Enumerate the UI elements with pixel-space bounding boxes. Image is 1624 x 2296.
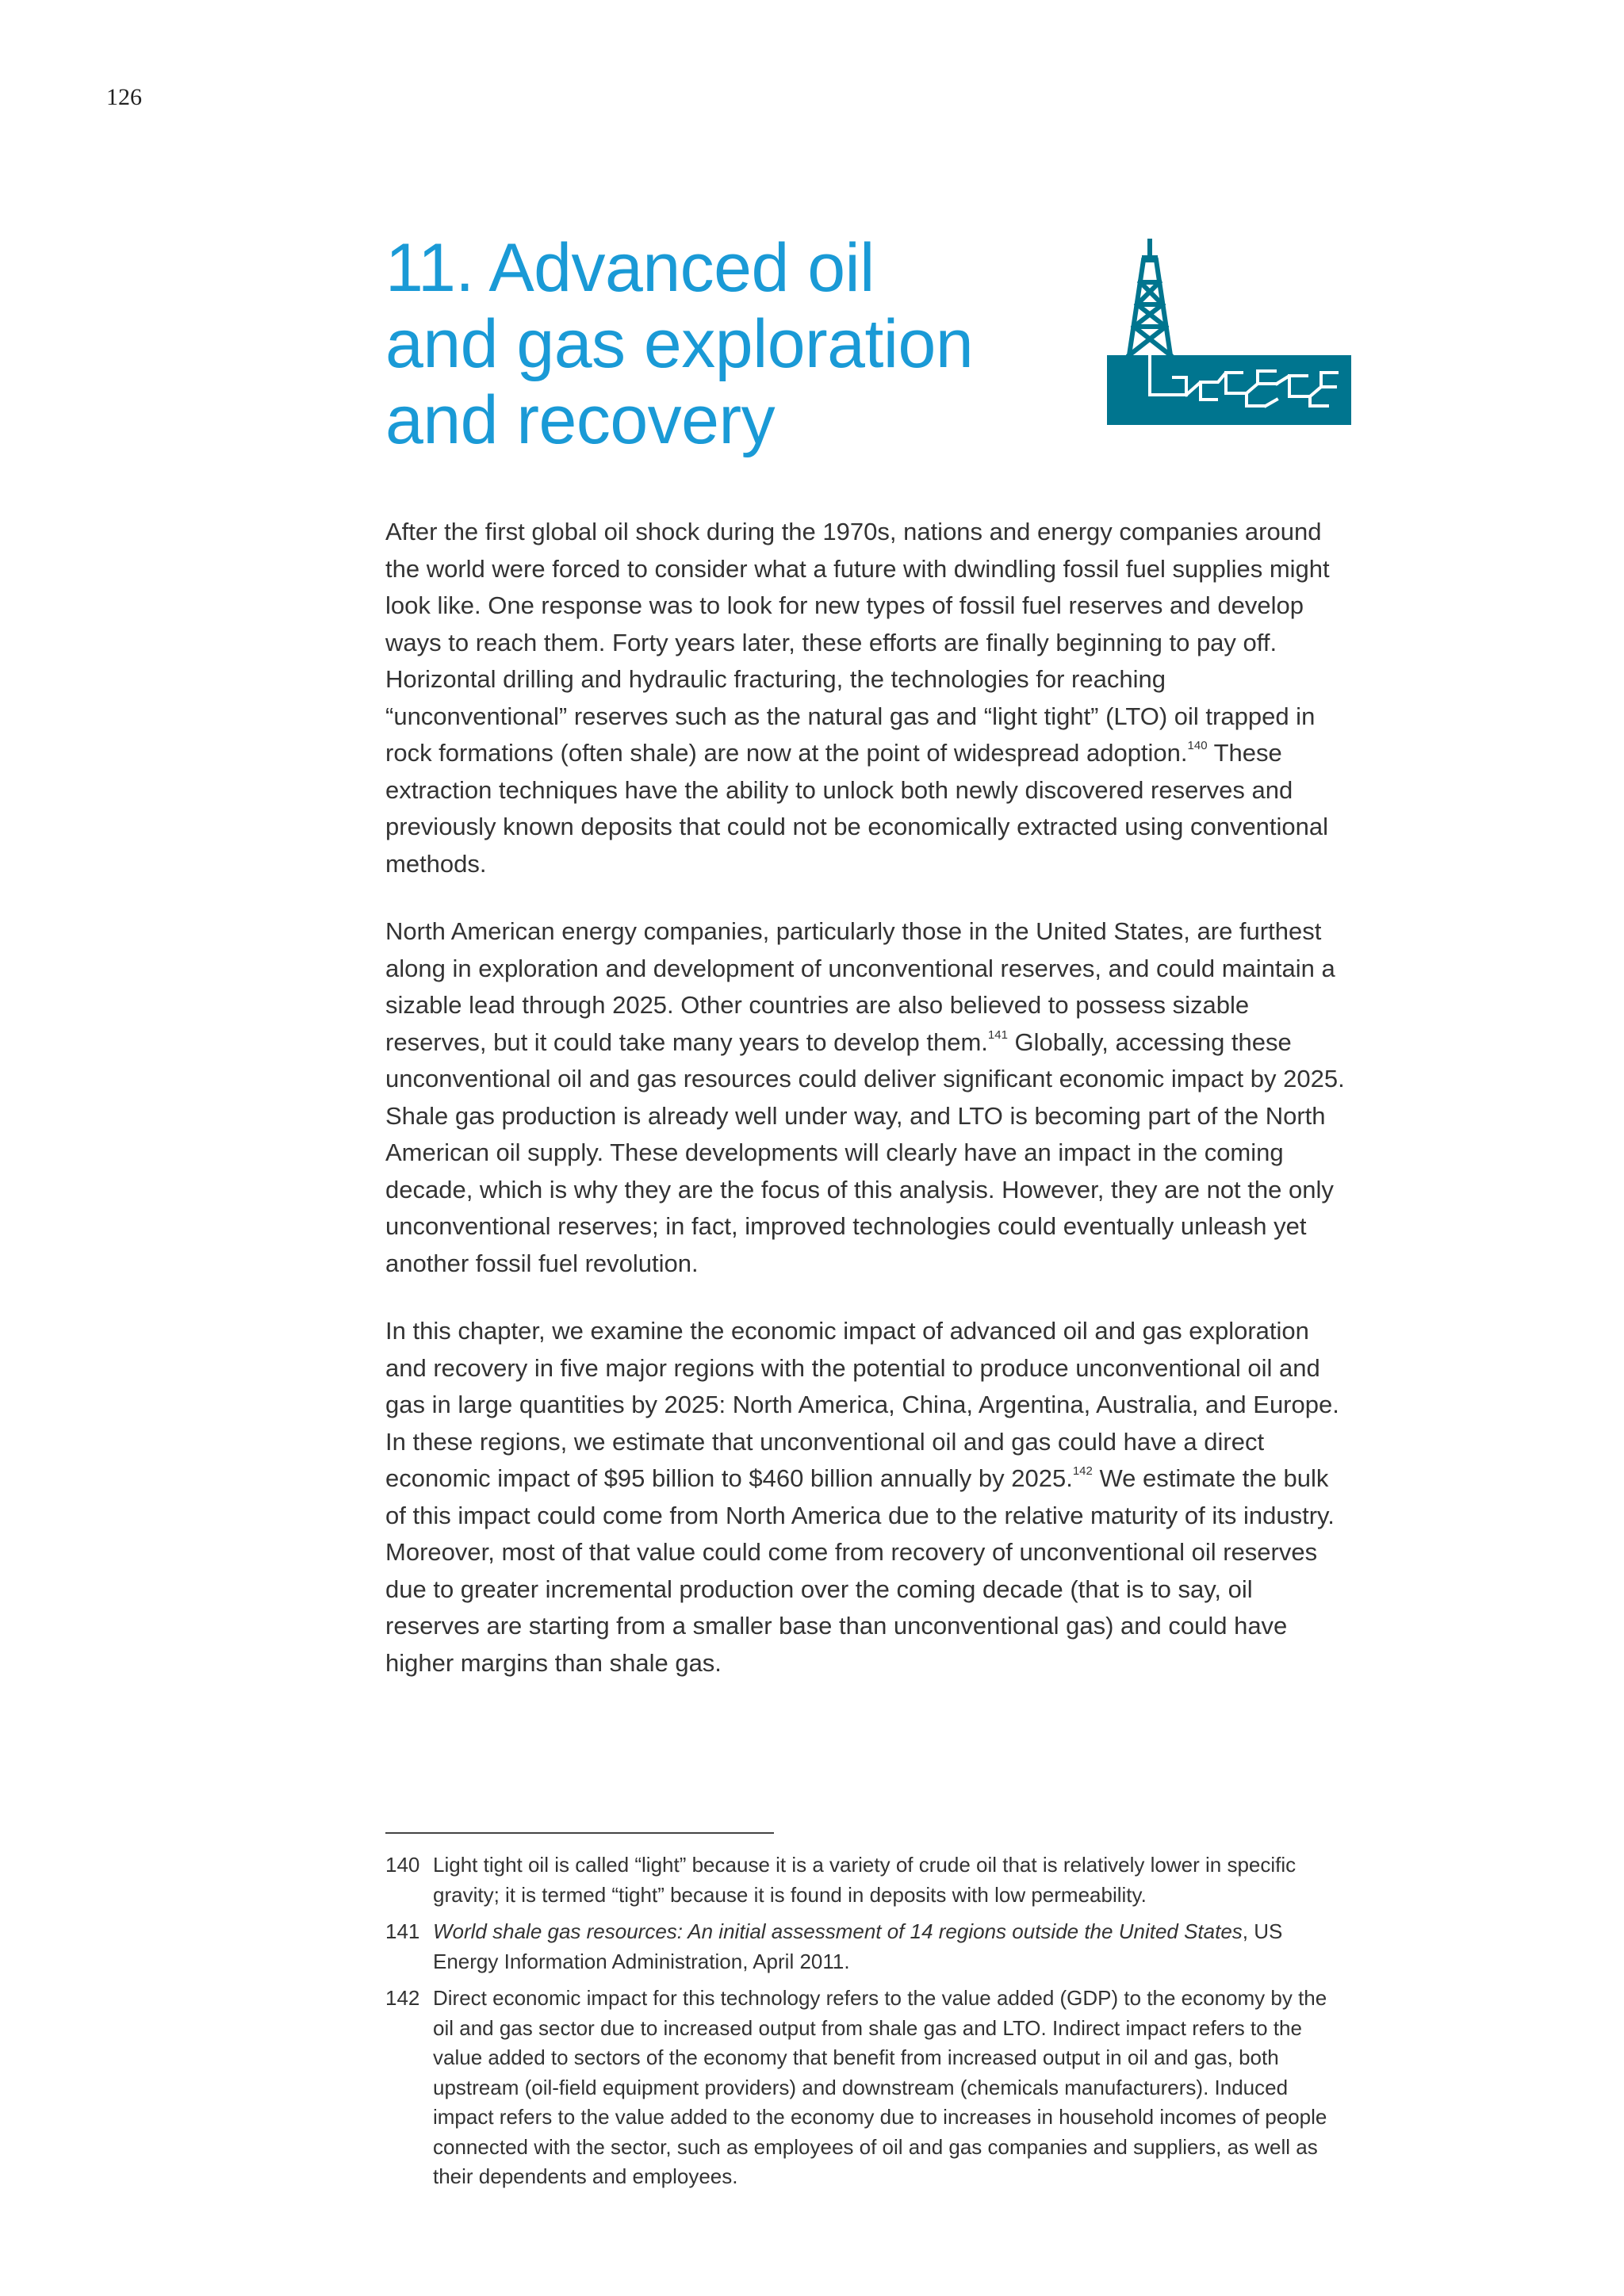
- footnote-text: Direct economic impact for this technology refers to the value added (GDP) to the economy by the oil and gas sector due to increased output from shale gas and LTO. Indirect impact refers to the value added to sectors of the economy that benefit from increased output in oil and gas, both upstream (oil-field equipment providers) and downstream (chemicals manufacturers). Induced impact refers to the value added to the economy due to increases in household incomes of people connected with the sector, such as employees of oil and gas companies and suppliers, as well as their dependents and employees.: [433, 1986, 1327, 2188]
- footnote: [385, 1917, 1353, 1976]
- footnote-ref: 141: [987, 1027, 1008, 1042]
- body-text: [385, 514, 1353, 1712]
- footnote-number: 142: [385, 1986, 420, 2010]
- footnote-ref: 142: [1072, 1464, 1093, 1478]
- footnote-number: 141: [385, 1919, 420, 1943]
- paragraph: After the first global oil shock during the 1970s, nations and energy companies around the world were forced to consider what a future with dwindling fossil fuel supplies might look like. One response was to look for new types of fossil fuel reserves and develop ways to reach them. Forty years later, these efforts are finally beginning to pay off. Horizontal drilling and hydraulic fracturing, the technologies for reaching “unconventional” reserves such as the natural gas and “light tight” (LTO) oil trapped in rock formations (often shale) are now at the point of widespread adoption.$^{140}$ These extraction techniques have the ability to unlock both newly discovered reserves and previously known deposits that could not be economically extracted using conventional methods.: [385, 518, 1330, 878]
- footnote-ref: 140: [1187, 739, 1208, 752]
- footnote-number: 140: [385, 1853, 420, 1877]
- chapter-title-line: and recovery: [385, 382, 776, 458]
- chapter-title-line: 11. Advanced oil: [385, 230, 875, 306]
- chapter-title-line: and gas exploration: [385, 306, 974, 382]
- footnote: [385, 1984, 1353, 2192]
- paragraph: In this chapter, we examine the economic impact of advanced oil and gas exploration and recovery in five major regions with the potential to produce unconventional oil and gas in large quantities by 2025: North America, China, Argentina, Australia, and Europe. In these regions, we estimate that unconventional oil and gas could have a direct economic impact of $95 billion to $460 billion annually by 2025.$^{142}$ We estimate the bulk of this impact could come from North America due to the relative maturity of its industry. Moreover, most of that value could come from recovery of unconventional oil reserves due to greater incremental production over the coming decade (that is to say, oil reserves are starting from a smaller base than unconventional gas) and could have higher margins than shale gas.: [385, 1317, 1339, 1677]
- oil-rig-icon: [1107, 236, 1351, 425]
- footnote: [385, 1850, 1353, 1910]
- footnotes: [385, 1850, 1353, 2199]
- chapter-title: [385, 230, 1083, 458]
- page-number: 126: [106, 84, 142, 110]
- footnote-text: Light tight oil is called “light” because it is a variety of crude oil that is relatively lower in specific gravity; it is termed “tight” because it is found in deposits with low permeability.: [433, 1853, 1297, 1907]
- footnote-source-title: World shale gas resources: An initial assessment of 14 regions outside the United States: [433, 1919, 1243, 1943]
- paragraph: North American energy companies, particularly those in the United States, are furthest along in exploration and development of unconventional reserves, and could maintain a sizable lead through 2025. Other countries are also believed to possess sizable reserves, but it could take many years to develop them.$^{141}$ Globally, accessing these unconventional oil and gas resources could deliver significant economic impact by 2025. Shale gas production is already well under way, and LTO is becoming part of the North American oil supply. These developments will clearly have an impact in the coming decade, which is why they are the focus of this analysis. However, they are not the only unconventional reserves; in fact, improved technologies could eventually unleash yet another fossil fuel revolution.: [385, 917, 1345, 1277]
- footnote-text: World shale gas resources: An initial assessment of 14 regions outside the United States, US Energy Information Administration, April 2011.: [433, 1919, 1283, 1973]
- footnote-divider: [385, 1832, 774, 1834]
